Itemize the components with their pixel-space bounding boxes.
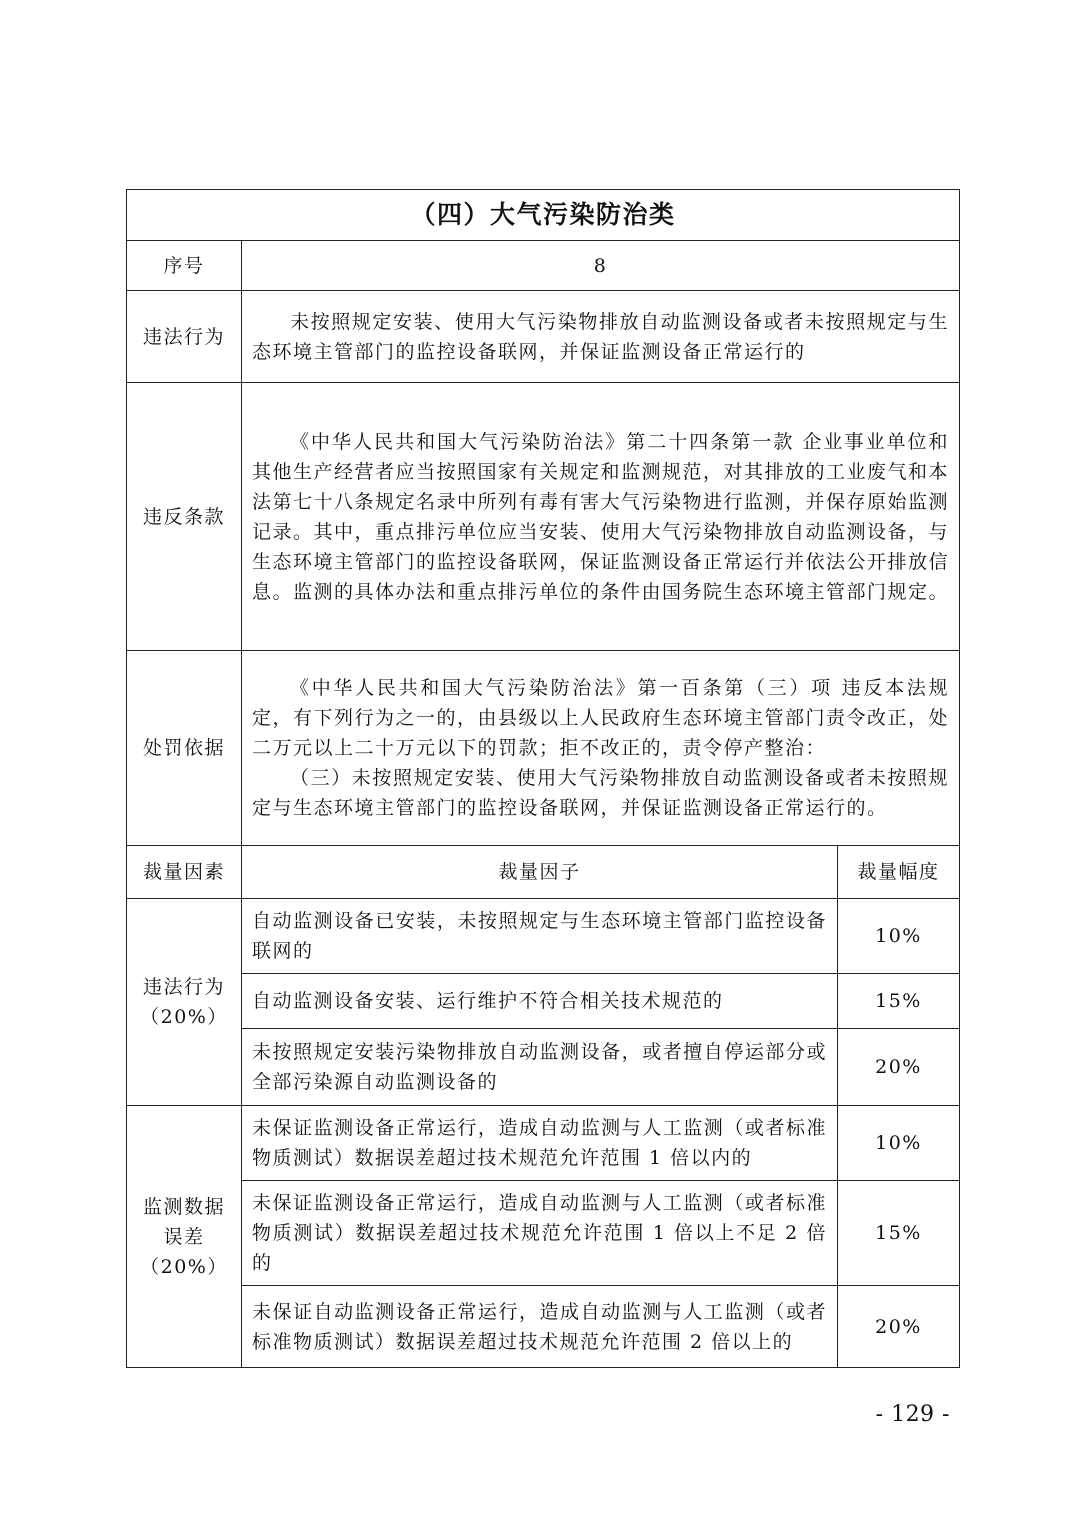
- group-label-monitoring-error: [127, 1106, 242, 1368]
- header-factor-category: 裁量因素: [127, 846, 242, 899]
- clause-cell: [242, 383, 960, 651]
- group-label-violation: [127, 899, 242, 1106]
- factor-text: 未保证自动监测设备正常运行，造成自动监测与人工监测（或者标准物质测试）数据误差超过技术规范允许范围 2 倍以上的: [242, 1286, 838, 1368]
- header-range: 裁量幅度: [838, 846, 960, 899]
- factor-value: 10%: [838, 1106, 960, 1181]
- penalty-text-paragraph-1: 《中华人民共和国大气污染防治法》第一百条第（三）项 违反本法规定，有下列行为之一的，由县级以上人民政府生态环境主管部门责令改正，处二万元以上二十万元以下的罚款；拒不改正的，责令停产整治：: [252, 677, 950, 759]
- table-title: （四）大气污染防治类: [127, 190, 960, 241]
- penalty-discretion-table: [126, 189, 960, 1368]
- group-label-line: 误差: [163, 1225, 205, 1248]
- penalty-text-paragraph-2: （三）未按照规定安装、使用大气污染物排放自动监测设备或者未按照规定与生态环境主管部门的监控设备联网，并保证监测设备正常运行的。: [252, 767, 949, 819]
- group-label-line: （20%）: [140, 1255, 228, 1278]
- factor-text: 自动监测设备已安装，未按照规定与生态环境主管部门监控设备联网的: [242, 899, 838, 974]
- serial-label: 序号: [127, 241, 242, 291]
- factor-text: 未保证监测设备正常运行，造成自动监测与人工监测（或者标准物质测试）数据误差超过技术规范允许范围 1 倍以内的: [242, 1106, 838, 1181]
- page-number: - 129 -: [875, 1402, 950, 1427]
- violation-text: 未按照规定安装、使用大气污染物排放自动监测设备或者未按照规定与生态环境主管部门的监控设备联网，并保证监测设备正常运行的: [252, 310, 949, 363]
- factor-value: 10%: [838, 899, 960, 974]
- serial-value: 8: [242, 241, 960, 291]
- header-factor: 裁量因子: [242, 846, 838, 899]
- penalty-label: 处罚依据: [127, 651, 242, 846]
- factor-text: 未按照规定安装污染物排放自动监测设备，或者擅自停运部分或全部污染源自动监测设备的: [242, 1029, 838, 1106]
- group-label-line: 违法行为: [142, 976, 225, 998]
- clause-text: 《中华人民共和国大气污染防治法》第二十四条第一款 企业事业单位和其他生产经营者应当按照国家有关规定和监测规范，对其排放的工业废气和本法第七十八条规定名录中所列有毒有害大气污染物进行监测，并保存原始监测记录。其中，重点排污单位应当安装、使用大气污染物排放自动监测设备，与生态环境主管部门的监控设备联网，保证监测设备正常运行并依法公开排放信息。监测的具体办法和重点排污单位的条件由国务院生态环境主管部门规定。: [252, 430, 950, 603]
- violation-cell: [242, 291, 960, 383]
- group-label-line: 监测数据: [142, 1195, 225, 1218]
- factor-value: 20%: [838, 1286, 960, 1368]
- penalty-cell: [242, 651, 960, 846]
- factor-value: 15%: [838, 1181, 960, 1286]
- violation-label: 违法行为: [127, 291, 242, 383]
- clause-label: 违反条款: [127, 383, 242, 651]
- factor-value: 20%: [838, 1029, 960, 1106]
- factor-text: 未保证监测设备正常运行，造成自动监测与人工监测（或者标准物质测试）数据误差超过技术规范允许范围 1 倍以上不足 2 倍的: [242, 1181, 838, 1286]
- group-label-line: （20%）: [140, 1006, 228, 1028]
- factor-value: 15%: [838, 974, 960, 1029]
- factor-text: 自动监测设备安装、运行维护不符合相关技术规范的: [242, 974, 838, 1029]
